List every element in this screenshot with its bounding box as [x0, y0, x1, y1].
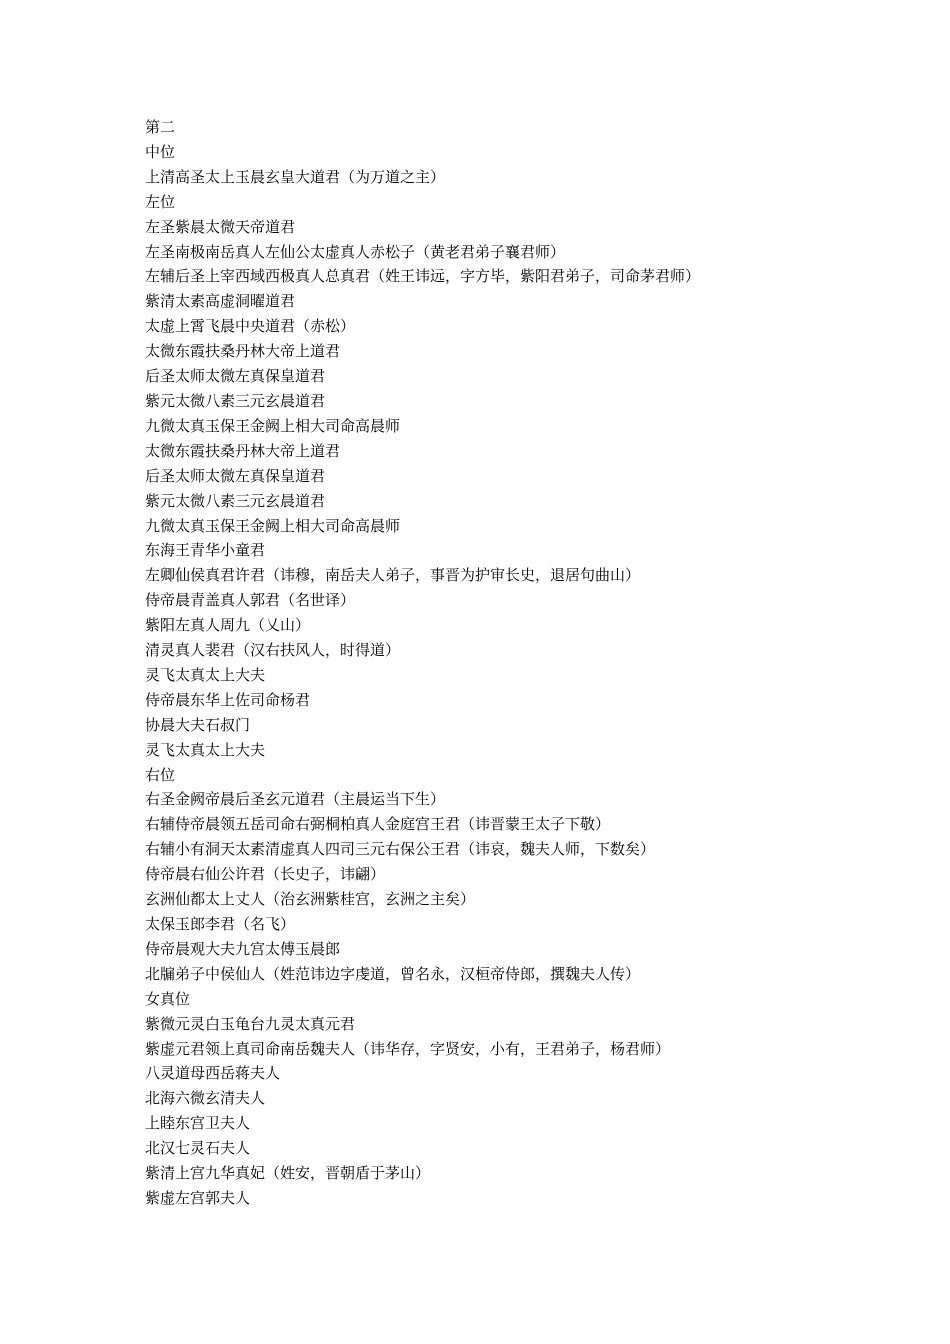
- text-line: 紫微元灵白玉龟台九灵太真元君: [145, 1014, 356, 1033]
- rank-heading-middle: 中位: [145, 142, 176, 161]
- text-line: 紫元太微八素三元玄晨道君: [145, 391, 326, 410]
- rank-heading-left: 左位: [145, 192, 176, 211]
- text-line: 紫元太微八素三元玄晨道君: [145, 491, 326, 510]
- text-line: 北海六微玄清夫人: [145, 1089, 266, 1108]
- text-line: 灵飞太真太上大夫: [145, 740, 266, 759]
- text-line: 清灵真人裴君（汉右扶风人，时得道）: [145, 641, 401, 660]
- text-line: 协晨大夫石叔门: [145, 715, 251, 734]
- text-line: 侍帝晨东华上佐司命杨君: [145, 690, 311, 709]
- text-line: 九微太真玉保王金阙上相大司命高晨师: [145, 416, 401, 435]
- section-heading: 第二: [145, 118, 176, 136]
- text-line: 紫虚左宫郭夫人: [145, 1188, 251, 1207]
- text-line: 侍帝晨右仙公许君（长史子，讳翩）: [145, 865, 386, 884]
- document-body: [145, 115, 925, 1211]
- text-line: 左卿仙侯真君许君（讳穆，南岳夫人弟子，事晋为护审长史，退居句曲山）: [145, 566, 641, 585]
- text-line: 九微太真玉保王金阙上相大司命高晨师: [145, 516, 401, 535]
- text-line: 右辅侍帝晨领五岳司命右弼桐柏真人金庭宫王君（讳晋蒙王太子下敬）: [145, 815, 611, 834]
- text-line: 右圣金阙帝晨后圣玄元道君（主晨运当下生）: [145, 790, 446, 809]
- text-line: 紫清上宫九华真妃（姓安，晋朝盾于茅山）: [145, 1164, 431, 1183]
- text-line: 上清高圣太上玉晨玄皇大道君（为万道之主）: [145, 167, 446, 186]
- text-line: 玄洲仙都太上丈人（治玄洲紫桂宫，玄洲之主矣）: [145, 890, 476, 909]
- text-line: 紫虚元君领上真司命南岳魏夫人（讳华存，字贤安，小有，王君弟子，杨君师）: [145, 1039, 671, 1058]
- text-line: 八灵道母西岳蒋夫人: [145, 1064, 281, 1083]
- text-line: 紫阳左真人周九（乂山）: [145, 616, 311, 635]
- text-line: 太微东霞扶桑丹林大帝上道君: [145, 441, 341, 460]
- text-line: 灵飞太真太上大夫: [145, 665, 266, 684]
- text-line: 后圣太师太微左真保皇道君: [145, 367, 326, 386]
- text-line: 北牖弟子中侯仙人（姓范讳边字虔道，曾名永，汉桓帝侍郎，撰魏夫人传）: [145, 964, 641, 983]
- text-line: 右辅小有洞天太素清虚真人四司三元右保公王君（讳哀，魏夫人师，下数矣）: [145, 840, 656, 859]
- text-line: 上睦东宫卫夫人: [145, 1114, 251, 1133]
- text-line: 紫清太素高虚洞曜道君: [145, 292, 296, 311]
- text-line: 后圣太师太微左真保皇道君: [145, 466, 326, 485]
- text-line: 东海王青华小童君: [145, 541, 266, 560]
- text-line: 侍帝晨青盖真人郭君（名世译）: [145, 591, 356, 610]
- text-line: 左圣南极南岳真人左仙公太虚真人赤松子（黄老君弟子襄君师）: [145, 242, 566, 261]
- text-line: 左辅后圣上宰西域西极真人总真君（姓王讳远，字方毕，紫阳君弟子，司命茅君师）: [145, 267, 701, 286]
- rank-heading-female: 女真位: [145, 989, 191, 1008]
- rank-heading-right: 右位: [145, 765, 176, 784]
- text-line: 太微东霞扶桑丹林大帝上道君: [145, 342, 341, 361]
- text-line: 北汉七灵石夫人: [145, 1139, 251, 1158]
- text-line: 侍帝晨观大夫九宫太傅玉晨郎: [145, 939, 341, 958]
- text-line: 太保玉郎李君（名飞）: [145, 915, 296, 933]
- text-line: 太虚上霄飞晨中央道君（赤松）: [145, 317, 356, 336]
- text-line: 左圣紫晨太微天帝道君: [145, 217, 296, 236]
